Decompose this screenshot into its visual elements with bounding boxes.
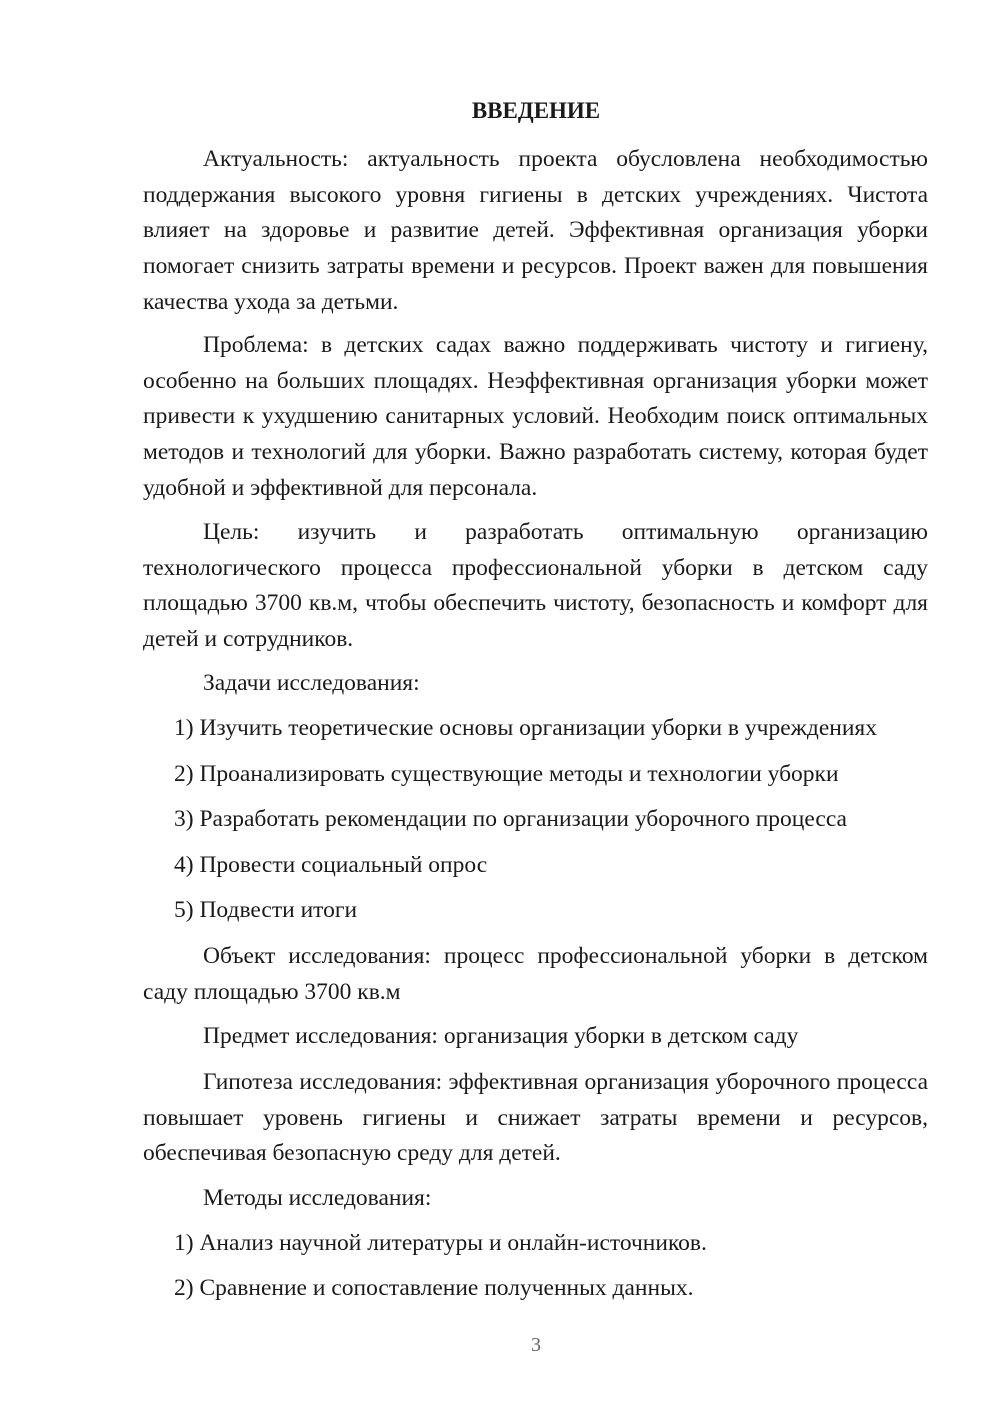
goal-paragraph: Цель: изучить и разработать оптимальную организацию технологического процесса профессиональной уборки в детском саду площадью 3700 кв.м, чтобы обеспечить чистоту, безопасность и комфорт для детей и сотрудников.	[143, 519, 928, 653]
task-item: 5) Подвести итоги	[174, 897, 358, 923]
hypothesis-paragraph: Гипотеза исследования: эффективная организация уборочного процесса повышает уровень гигиены и снижает затраты времени и ресурсов, обеспечивая безопасную среду для детей.	[143, 1069, 928, 1167]
method-item: 2) Сравнение и сопоставление полученных данных.	[174, 1275, 694, 1301]
page-number: 3	[531, 1334, 541, 1356]
section-heading: ВВЕДЕНИЕ	[471, 98, 601, 123]
task-item: 3) Разработать рекомендации по организации уборочного процесса	[174, 806, 847, 832]
relevance-paragraph: Актуальность: актуальность проекта обусловлена необходимостью поддержания высокого уровня гигиены в детских учреждениях. Чистота влияет на здоровье и развитие детей. Эффективная организация уборки помогает снизить затраты времени и ресурсов. Проект важен для повышения качества ухода за детьми.	[143, 146, 928, 315]
tasks-heading: Задачи исследования:	[203, 670, 420, 696]
object-paragraph: Объект исследования: процесс профессиональной уборки в детском саду площадью 3700 кв.м	[143, 943, 928, 1005]
task-item: 2) Проанализировать существующие методы и технологии уборки	[174, 761, 839, 787]
task-item: 4) Провести социальный опрос	[174, 852, 488, 878]
subject-paragraph: Предмет исследования: организация уборки в детском саду	[203, 1023, 799, 1049]
methods-heading: Методы исследования:	[203, 1185, 432, 1211]
problem-paragraph: Проблема: в детских садах важно поддерживать чистоту и гигиену, особенно на больших площадях. Неэффективная организация уборки может привести к ухудшению санитарных условий. Необходим поиск оптимальных методов и технологий для уборки. Важно разработать систему, которая будет удобной и эффективной для персонала.	[143, 332, 928, 501]
method-item: 1) Анализ научной литературы и онлайн-источников.	[174, 1230, 707, 1256]
task-item: 1) Изучить теоретические основы организации уборки в учреждениях	[174, 715, 877, 741]
